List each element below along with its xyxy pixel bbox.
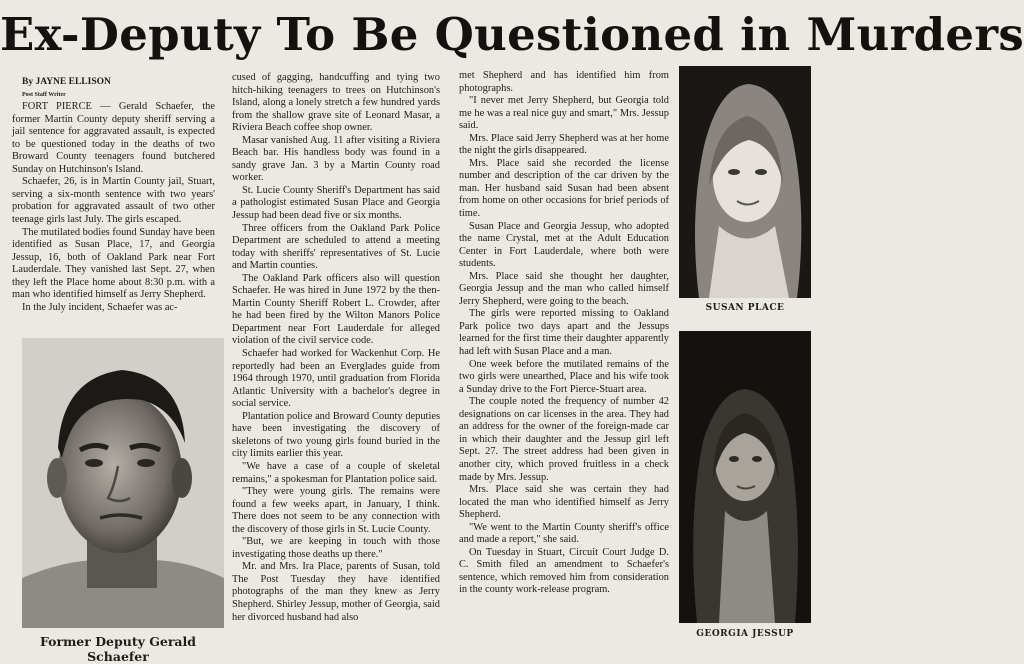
paragraph: Schaefer had worked for Wackenhut Corp. He reportedly had been an Everglades guide from 1964 through 1970, until graduation from Florida Atlantic University with a bachelor's degree in social service.	[232, 348, 440, 410]
paragraph: Mrs. Place said she thought her daughter, Georgia Jessup and the man who called himself Jerry Shepherd, were going to the beach.	[459, 270, 669, 307]
schaefer-caption: Former Deputy Gerald Schaefer	[39, 634, 197, 664]
byline-title: Post Staff Writer	[22, 91, 66, 98]
paragraph: Mrs. Place said she was certain they had located the man who identified himself as Jerry Shepherd.	[459, 484, 669, 521]
paragraph: The girls were reported missing to Oakland Park police two days apart and the Jessups learned for the first time their daughter apparently had left with Susan Place and a man.	[459, 308, 669, 358]
paragraph: One week before the mutilated remains of the two girls were unearthed, Place and his wife took a Sunday drive to the Fort Pierce-Stuart area.	[459, 358, 669, 395]
georgia-jessup-photo	[679, 331, 811, 623]
paragraph: "We went to the Martin County sheriff's office and made a report," she said.	[459, 521, 669, 546]
paragraph: Plantation police and Broward County deputies have been investigating the discovery of skeletons of two young girls found buried in the city limits earlier this year.	[232, 410, 440, 460]
byline: By JAYNE ELLISON	[22, 77, 111, 87]
paragraph: "I never met Jerry Shepherd, but Georgia told me he was a real nice guy and smart," Mrs. Jessup said.	[459, 95, 669, 132]
paragraph: Susan Place and Georgia Jessup, who adopted the name Crystal, met at the Adult Education Center in Fort Lauderdale, where both were students.	[459, 220, 669, 270]
article-column-1	[12, 76, 215, 314]
paragraph: Mr. and Mrs. Ira Place, parents of Susan, told The Post Tuesday they have identified photographs of the man they knew as Jerry Shepherd. Shirley Jessup, mother of Georgia, said her divorced husband had also	[232, 561, 440, 623]
paragraph: The mutilated bodies found Sunday have been identified as Susan Place, 17, and Georgia Jessup, 16, both of Oakland Park near Fort Lauderdale. They vanished last Sept. 27, when they left the Place home about 8:30 p.m. with a man who identified himself as Jerry Shepherd.	[12, 226, 215, 301]
paragraph: Masar vanished Aug. 11 after visiting a Riviera Beach bar. His handless body was found in a sandy grave Jan. 3 by a Martin County road worker.	[232, 134, 440, 184]
schaefer-photo	[22, 338, 224, 628]
susan-place-caption: SUSAN PLACE	[705, 303, 785, 313]
paragraph: FORT PIERCE — Gerald Schaefer, the former Martin County deputy sheriff serving a jail sentence for aggravated assault, is expected to be questioned today in the deaths of two Broward County teenagers found butchered Sunday on Hutchinson's Island.	[12, 101, 215, 175]
paragraph: Mrs. Place said Jerry Shepherd was at her home the night the girls disappeared.	[459, 132, 669, 157]
paragraph: "But, we are keeping in touch with those investigating those deaths up there."	[232, 536, 440, 560]
article-column-3	[459, 70, 669, 597]
paragraph: Schaefer, 26, is in Martin County jail, Stuart, serving a six-month sentence with two years' probation for aggravated assault of two other teenage girls last July. The girls escaped.	[12, 176, 215, 226]
paragraph: "We have a case of a couple of skeletal remains," a spokesman for Plantation police said.	[232, 460, 440, 485]
paragraph: St. Lucie County Sheriff's Department has said a pathologist estimated Susan Place and Georgia Jessup had been dead five or six months.	[232, 184, 440, 222]
paragraph: cused of gagging, handcuffing and tying two hitch-hiking teenagers to trees on Hutchinson's Island, along a lonely stretch a few hundred yards from the shallow grave site of Leonard Masar, a Riviera Beach coffee shop owner.	[232, 72, 440, 134]
paragraph: On Tuesday in Stuart, Circuit Court Judge D. C. Smith filed an amendment to Schaefer's sentence, which removed him from consideration in the county work-release program.	[459, 546, 669, 596]
paragraph: "They were young girls. The remains were found a few weeks apart, in January, I think. There does not seem to be any connection with the discovery of those girls in St. Lucie County.	[232, 486, 440, 535]
paragraph: met Shepherd and has identified him from photographs.	[459, 70, 669, 94]
headline: Ex-Deputy To Be Questioned in Murders	[0, 8, 1024, 61]
paragraph: Mrs. Place said she recorded the license number and description of the car driven by the man. Her husband said Susan had been absent from home on other occasions for brief periods of time.	[459, 157, 669, 220]
paragraph: Three officers from the Oakland Park Police Department are scheduled to attend a meeting today with sheriffs' representatives of St. Lucie and Martin counties.	[232, 222, 440, 272]
georgia-jessup-caption: GEORGIA JESSUP	[696, 629, 794, 639]
paragraph: In the July incident, Schaefer was ac-	[22, 301, 178, 313]
paragraph: The Oakland Park officers also will question Schaefer. He was hired in June 1972 by the then-Martin County Sheriff Robert L. Crowder, after he had been fired by the Wilton Manors Police Department near Fort Lauderdale for alleged violation of the civil service code.	[232, 272, 440, 347]
article-column-2	[232, 72, 440, 624]
paragraph: The couple noted the frequency of number 42 designations on car licenses in the area. They had an address for the owner of the foreign-made car in which their daughter and the Jessup girl left Sept. 27. The street address had been given in another city, which proved fruitless in a check made by Mrs. Jessup.	[459, 396, 669, 483]
susan-place-photo	[679, 66, 811, 298]
